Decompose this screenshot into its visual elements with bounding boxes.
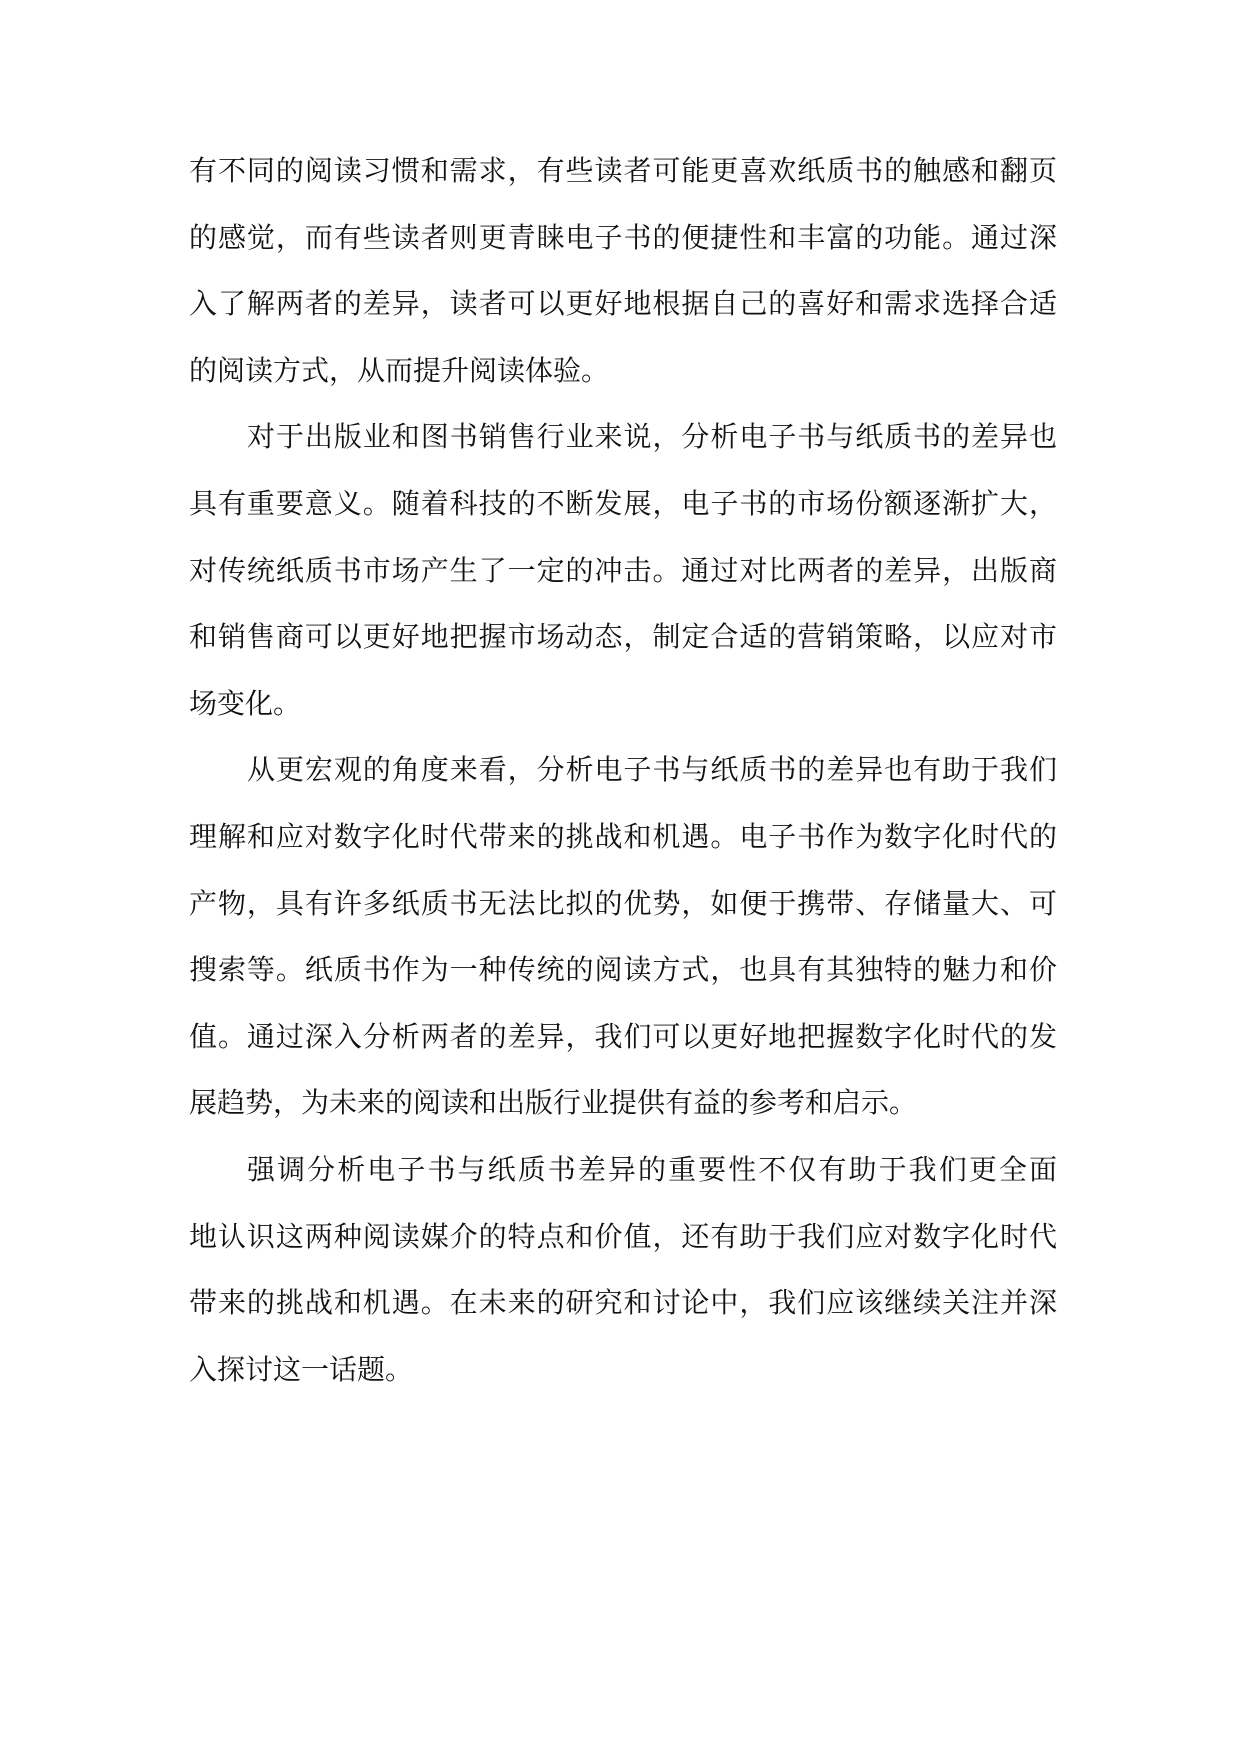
text-line: 展趋势，为未来的阅读和出版行业提供有益的参考和启示。: [189, 1086, 918, 1120]
body-text: [189, 138, 1057, 1403]
text-line: 具有重要意义。随着科技的不断发展，电子书的市场份额逐渐扩大，: [189, 486, 1057, 520]
text-line: 场变化。: [189, 686, 302, 720]
text-line: 的感觉，而有些读者则更青睐电子书的便捷性和丰富的功能。通过深: [189, 220, 1057, 254]
paragraph-first-line: 强调分析电子书与纸质书差异的重要性不仅有助于我们更全面: [247, 1152, 1057, 1186]
paragraph-first-line: 从更宏观的角度来看，分析电子书与纸质书的差异也有助于我们: [247, 753, 1057, 787]
paragraph-first-line: 对于出版业和图书销售行业来说，分析电子书与纸质书的差异也: [247, 420, 1057, 454]
text-line: 搜索等。纸质书作为一种传统的阅读方式，也具有其独特的魅力和价: [189, 953, 1057, 987]
text-line: 的阅读方式，从而提升阅读体验。: [189, 353, 610, 387]
text-line: 地认识这两种阅读媒介的特点和价值，还有助于我们应对数字化时代: [189, 1219, 1057, 1253]
text-line: 带来的挑战和机遇。在未来的研究和讨论中，我们应该继续关注并深: [189, 1286, 1057, 1320]
text-line: 理解和应对数字化时代带来的挑战和机遇。电子书作为数字化时代的: [189, 819, 1057, 853]
text-line: 有不同的阅读习惯和需求，有些读者可能更喜欢纸质书的触感和翻页: [189, 154, 1057, 187]
text-line: 对传统纸质书市场产生了一定的冲击。通过对比两者的差异，出版商: [189, 553, 1057, 587]
text-line: 值。通过深入分析两者的差异，我们可以更好地把握数字化时代的发: [189, 1019, 1057, 1053]
text-line: 产物，具有许多纸质书无法比拟的优势，如便于携带、存储量大、可: [189, 886, 1057, 920]
text-line: 入了解两者的差异，读者可以更好地根据自己的喜好和需求选择合适: [189, 287, 1057, 321]
text-line: 和销售商可以更好地把握市场动态，制定合适的营销策略，以应对市: [189, 620, 1057, 654]
text-line: 入探讨这一话题。: [189, 1352, 414, 1386]
